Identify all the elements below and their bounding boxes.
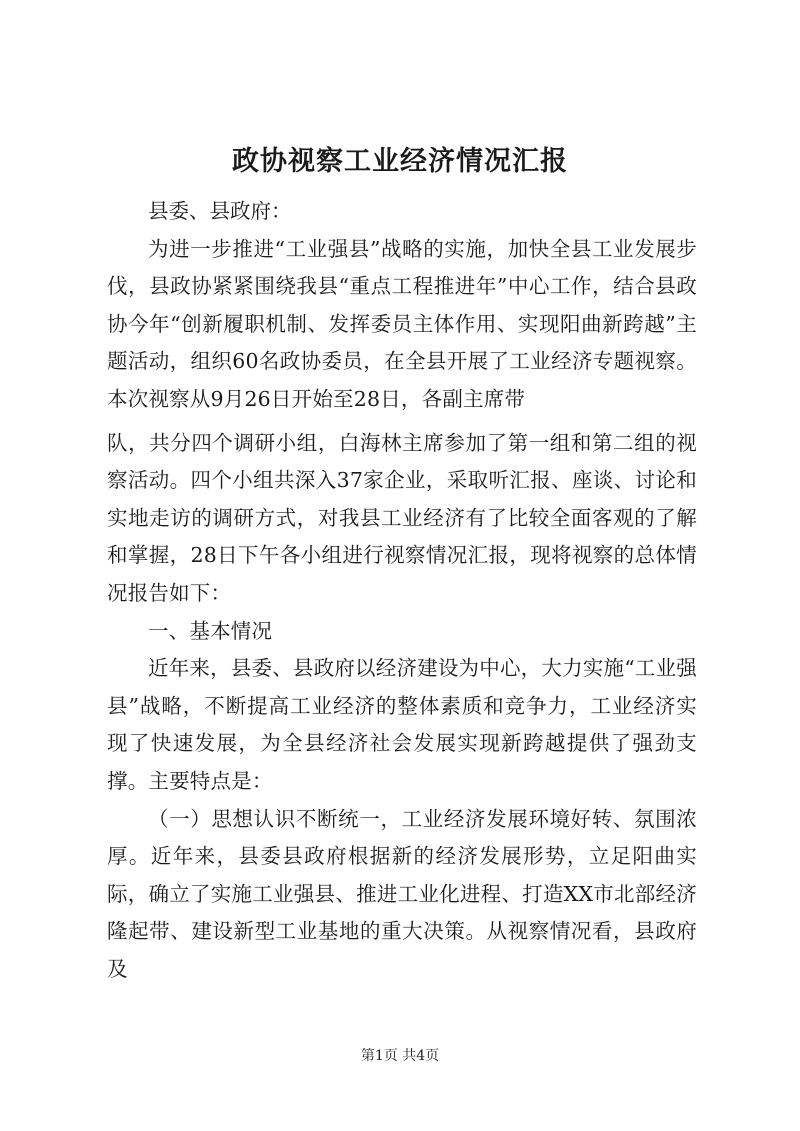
document-body	[107, 193, 697, 988]
section-heading-basic-situation: 一、基本情况	[148, 618, 273, 643]
salutation: 县委、县政府：	[148, 199, 292, 223]
paragraph-subsection-one: （一）思想认识不断统一，工业经济发展环境好转、氛围浓厚。近年来，县委县政府根据新的经济发展形势，立足阳曲实际，确立了实施工业强县、推进工业化进程、打造XX市北部经济隆起带、建设新型工业基地的重大决策。从视察情况看，县政府及	[107, 806, 697, 981]
page-footer: 第1页 共4页	[360, 1048, 440, 1064]
paragraph-recent-years: 近年来，县委、县政府以经济建设为中心，大力实施“工业强县”战略，不断提高工业经济的整体素质和竞争力，工业经济实现了快速发展，为全县经济社会发展实现新跨越提供了强劲支撑。主要特点是：	[107, 656, 697, 793]
paragraph-continuation: 队，共分四个调研小组，白海林主席参加了第一组和第二组的视察活动。四个小组共深入37家企业，采取听汇报、座谈、讨论和实地走访的调研方式，对我县工业经济有了比较全面客观的了解和掌握，28日下午各小组进行视察情况汇报，现将视察的总体情况报告如下：	[107, 430, 697, 605]
document-title: 政协视察工业经济情况汇报	[232, 146, 568, 177]
paragraph-intro: 为进一步推进“工业强县”战略的实施，加快全县工业发展步伐，县政协紧紧围绕我县“重点工程推进年”中心工作，结合县政协今年“创新履职机制、发挥委员主体作用、实现阳曲新跨越”主题活动，组织60名政协委员，在全县开展了工业经济专题视察。本次视察从9月26日开始至28日，各副主席带	[107, 236, 697, 411]
